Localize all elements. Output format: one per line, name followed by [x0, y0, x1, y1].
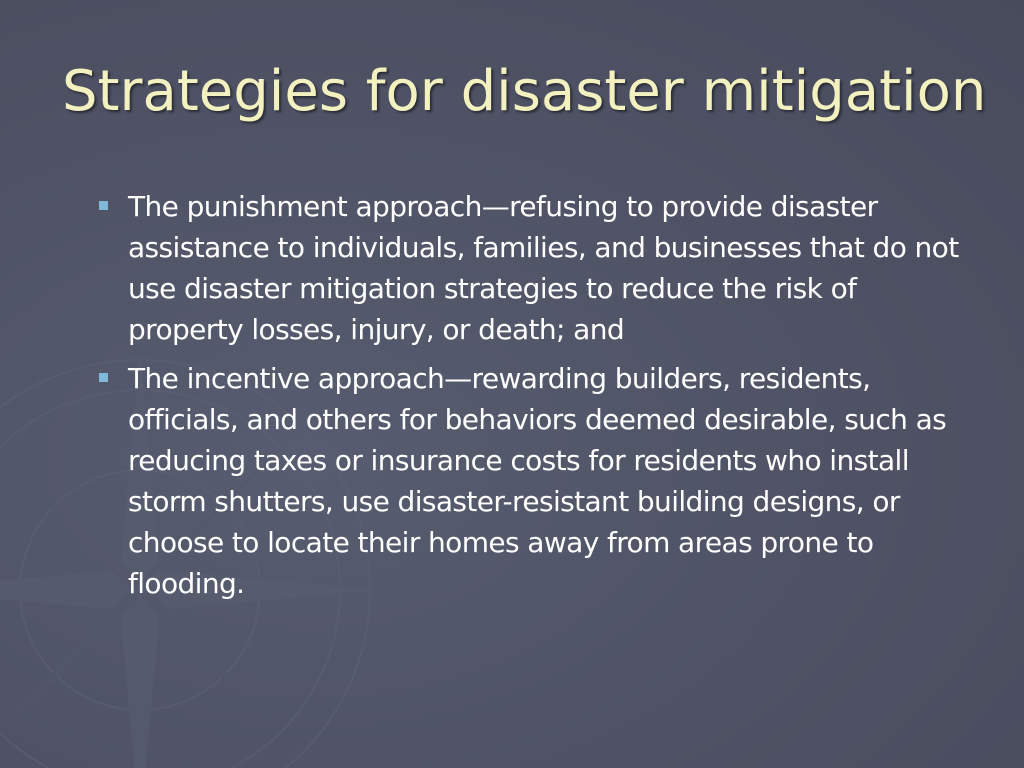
slide-title: Strategies for disaster mitigation [62, 59, 987, 124]
bullet-list [96, 186, 976, 612]
bullet-item [96, 358, 976, 604]
bullet-text: The incentive approach—rewarding builders, residents, officials, and others for behaviors deemed desirable, such as reducing taxes or insurance costs for residents who install storm shutters, use disaster-resistant building designs, or choose to locate their homes away from areas prone to flooding. [128, 362, 947, 600]
bullet-text: The punishment approach—refusing to provide disaster assistance to individuals, families, and businesses that do not use disaster mitigation strategies to reduce the risk of property losses, injury, or death; and [128, 190, 959, 346]
bullet-item [96, 186, 976, 350]
square-bullet-icon [99, 201, 108, 210]
square-bullet-icon [99, 373, 108, 382]
